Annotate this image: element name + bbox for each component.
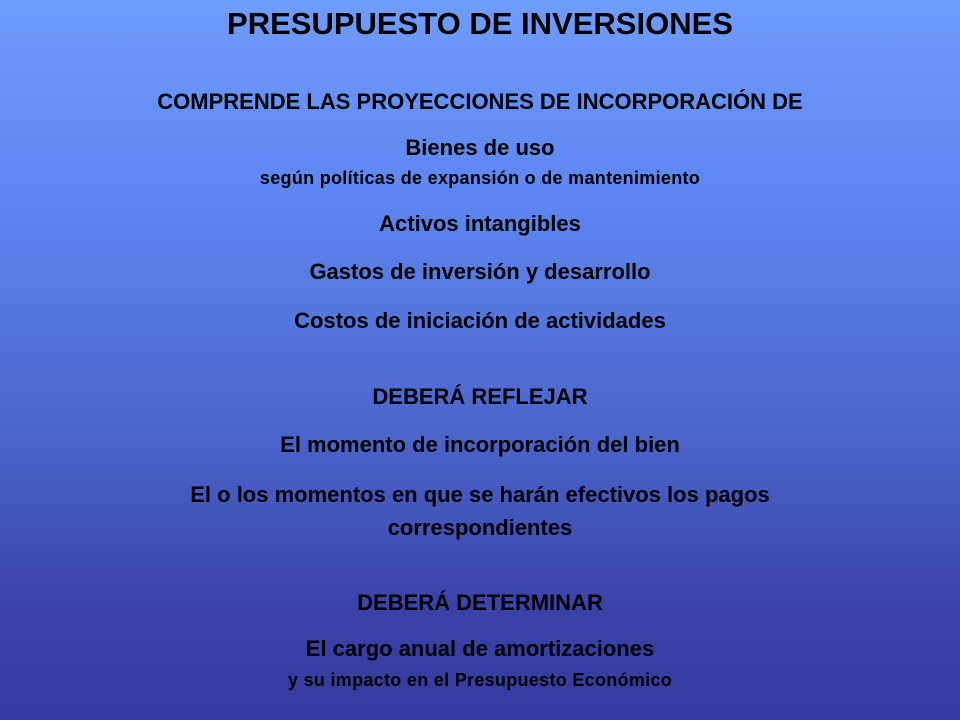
section-heading-comprende: COMPRENDE LAS PROYECCIONES DE INCORPORACIÓN DE — [157, 89, 803, 114]
page-title: PRESUPUESTO DE INVERSIONES — [227, 6, 733, 41]
item-cargo-amortizaciones: El cargo anual de amortizaciones — [305, 636, 655, 661]
item-bienes-de-uso: Bienes de uso — [405, 135, 555, 160]
section-heading-determinar: DEBERÁ DETERMINAR — [357, 590, 603, 615]
item-costos-iniciacion: Costos de iniciación de actividades — [294, 308, 666, 333]
section-heading-reflejar: DEBERÁ REFLEJAR — [372, 384, 588, 409]
item-momento-incorporacion: El momento de incorporación del bien — [280, 432, 680, 457]
item-momentos-pagos: El o los momentos en que se harán efectivos los pagos correspondientes — [190, 482, 770, 540]
item-gastos-inversion: Gastos de inversión y desarrollo — [309, 259, 651, 284]
item-impacto-presupuesto: y su impacto en el Presupuesto Económico — [287, 670, 673, 690]
item-activos-intangibles: Activos intangibles — [379, 211, 581, 236]
item-bienes-de-uso-subtext: según políticas de expansión o de mantenimiento — [259, 168, 701, 188]
